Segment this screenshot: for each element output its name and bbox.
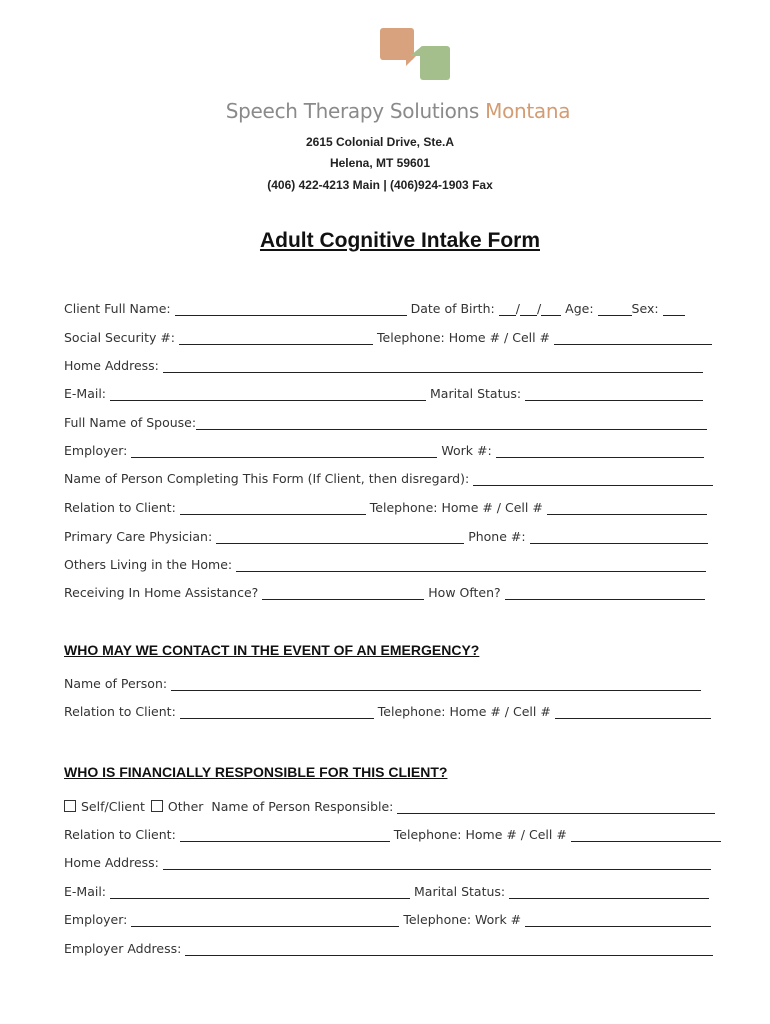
name-responsible-label: Name of Person Responsible: [211, 799, 394, 814]
home-address-label: Home Address: [64, 358, 159, 373]
financial-employer-row [64, 909, 711, 927]
client-name-row [64, 298, 685, 316]
self-client-checkbox[interactable] [64, 800, 76, 812]
primary-care-field[interactable] [216, 529, 464, 544]
dob-slash-2: / [536, 301, 542, 316]
financial-telephone-work-field[interactable] [525, 912, 711, 927]
age-label: Age: [565, 301, 594, 316]
work-number-label: Work #: [441, 443, 492, 458]
person-completing-label: Name of Person Completing This Form (If Client, then disregard): [64, 471, 470, 486]
other-label: Other [167, 799, 204, 814]
other-checkbox[interactable] [151, 800, 163, 812]
financial-telephone-field[interactable] [571, 827, 721, 842]
telephone-label: Telephone: Home # / Cell # [377, 330, 551, 345]
financial-address-field[interactable] [163, 855, 711, 870]
dob-day-field[interactable] [520, 301, 537, 316]
financial-marital-label: Marital Status: [414, 884, 506, 899]
speech-bubbles-logo-icon [380, 28, 452, 84]
relation-field[interactable] [180, 500, 366, 515]
social-security-label: Social Security #: [64, 330, 176, 345]
dob-month-field[interactable] [499, 301, 516, 316]
social-security-field[interactable] [179, 330, 373, 345]
emergency-heading: WHO MAY WE CONTACT IN THE EVENT OF AN EMERGENCY? [64, 642, 480, 658]
financial-marital-field[interactable] [509, 884, 709, 899]
emergency-name-label: Name of Person: [64, 676, 168, 691]
employer-address-row [64, 938, 713, 956]
relation-telephone-label: Telephone: Home # / Cell # [369, 500, 543, 515]
brand-name-part1: Speech Therapy Solutions [225, 99, 480, 123]
client-full-name-label: Client Full Name: [64, 301, 171, 316]
phone-number-label: Phone #: [468, 529, 526, 544]
relation-telephone-field[interactable] [547, 500, 707, 515]
emergency-name-field[interactable] [171, 676, 701, 691]
emergency-telephone-label: Telephone: Home # / Cell # [377, 704, 551, 719]
employer-row [64, 440, 704, 458]
spouse-name-field[interactable] [196, 415, 707, 430]
work-number-field[interactable] [496, 443, 704, 458]
financial-relation-field[interactable] [180, 827, 390, 842]
person-completing-row [64, 468, 713, 486]
email-row [64, 383, 703, 401]
telephone-field[interactable] [554, 330, 712, 345]
email-field[interactable] [110, 386, 426, 401]
financial-relation-row [64, 824, 721, 842]
phone-number-field[interactable] [530, 529, 708, 544]
spouse-name-label: Full Name of Spouse: [64, 415, 197, 430]
name-responsible-field[interactable] [397, 799, 715, 814]
page-title: Adult Cognitive Intake Form [259, 229, 540, 252]
financial-employer-label: Employer: [64, 912, 128, 927]
financial-address-label: Home Address: [64, 855, 159, 870]
marital-status-field[interactable] [525, 386, 703, 401]
others-living-field[interactable] [236, 557, 706, 572]
others-living-label: Others Living in the Home: [64, 557, 233, 572]
employer-field[interactable] [131, 443, 437, 458]
financial-telephone-label: Telephone: Home # / Cell # [393, 827, 567, 842]
sex-field[interactable] [663, 301, 685, 316]
financial-telephone-work-label: Telephone: Work # [403, 912, 522, 927]
financial-email-field[interactable] [110, 884, 410, 899]
age-field[interactable] [598, 301, 632, 316]
emergency-name-row [64, 673, 701, 691]
how-often-field[interactable] [505, 585, 705, 600]
dob-slash-1: / [515, 301, 520, 316]
emergency-relation-label: Relation to Client: [64, 704, 176, 719]
financial-relation-label: Relation to Client: [64, 827, 176, 842]
email-label: E-Mail: [64, 386, 107, 401]
financial-employer-field[interactable] [131, 912, 399, 927]
brand-name-part2: Montana [485, 99, 571, 123]
emergency-relation-row [64, 701, 711, 719]
assistance-row [64, 582, 705, 600]
phone-fax-line: (406) 422-4213 Main | (406)924-1903 Fax [267, 178, 493, 192]
brand-name [0, 99, 770, 123]
financial-heading: WHO IS FINANCIALLY RESPONSIBLE FOR THIS CLIENT? [64, 764, 448, 780]
financial-responsible-row [64, 796, 715, 814]
ssn-row [64, 327, 712, 345]
spouse-row [64, 412, 707, 430]
financial-email-label: E-Mail: [64, 884, 107, 899]
employer-address-field[interactable] [185, 941, 713, 956]
physician-row [64, 526, 708, 544]
emergency-relation-field[interactable] [180, 704, 374, 719]
financial-email-row [64, 881, 709, 899]
self-client-label: Self/Client [81, 799, 145, 814]
receiving-assistance-field[interactable] [262, 585, 424, 600]
address-line-2: Helena, MT 59601 [329, 156, 431, 170]
relation-row [64, 497, 707, 515]
sex-label: Sex: [631, 301, 659, 316]
employer-address-label: Employer Address: [64, 941, 182, 956]
employer-label: Employer: [64, 443, 128, 458]
relation-label: Relation to Client: [64, 500, 176, 515]
marital-status-label: Marital Status: [430, 386, 522, 401]
financial-address-row [64, 852, 711, 870]
how-often-label: How Often? [428, 585, 501, 600]
home-address-field[interactable] [163, 358, 703, 373]
date-of-birth-label: Date of Birth: [410, 301, 495, 316]
address-line-1: 2615 Colonial Drive, Ste.A [305, 135, 455, 149]
person-completing-field[interactable] [473, 471, 713, 486]
dob-year-field[interactable] [541, 301, 561, 316]
home-address-row [64, 355, 703, 373]
emergency-telephone-field[interactable] [555, 704, 711, 719]
client-full-name-field[interactable] [175, 301, 407, 316]
receiving-assistance-label: Receiving In Home Assistance? [64, 585, 259, 600]
primary-care-label: Primary Care Physician: [64, 529, 213, 544]
others-living-row [64, 554, 706, 572]
